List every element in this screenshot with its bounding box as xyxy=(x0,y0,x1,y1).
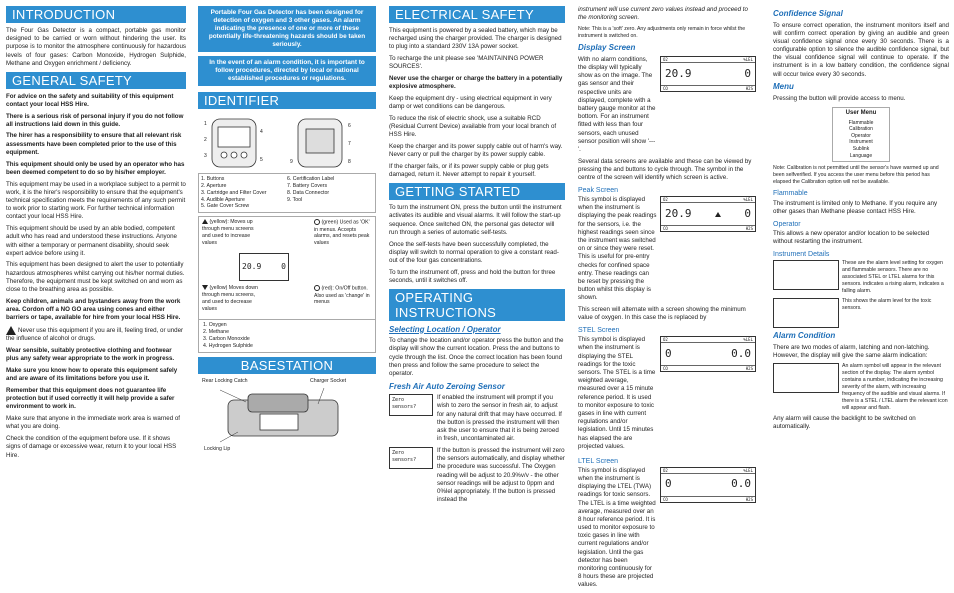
legend-left xyxy=(201,176,287,210)
zero-row-1 xyxy=(389,394,565,447)
column-1 xyxy=(6,6,186,463)
ltel-lcd: O2 %LEL 0 0.0 CO H2S xyxy=(660,467,756,503)
lcd-lel: 0 xyxy=(744,206,751,220)
menu-note: Note: Calibration is not permitted until the sensor's have warmed up and been selfverified. If you access the user menu before this period has elapsed the Calibration option will not be available. xyxy=(773,165,939,185)
menu-item-operator[interactable]: Operator xyxy=(851,132,871,139)
display-row xyxy=(578,56,756,158)
basestation-diagram xyxy=(198,378,376,452)
inst-text-1: These are the alarm level setting for oxygen and flammable sensors. There are no associated STEL or LTEL alarms for this sensors. indicates a rising alarm, indicates a falling alarm. xyxy=(842,260,944,294)
elec-p1: This equipment is powered by a sealed battery, which may be recharged using the charger provided. The charger is designed to plug into a standard 230V 13A power socket. xyxy=(389,27,562,51)
menu-item-calibration[interactable]: Calibration xyxy=(849,126,873,133)
safety-p2: There is a serious risk of personal injury if you do not follow all instructions laid down in this guide. xyxy=(6,112,184,128)
safety-p9-text: Never use this equipment if you are ill, feeling tired, or under the influence of alcohol or drugs. xyxy=(6,327,184,343)
lcd-o2-value: 20.9 xyxy=(242,262,262,272)
inst-row-2 xyxy=(773,298,949,328)
lcd-h2s: 0.0 xyxy=(731,477,751,491)
peak-screen-heading: Peak Screen xyxy=(578,186,619,194)
safety-p6: This equipment should be used by an able bodied, competent adult who has read and understood these instructions. Anyone with either a temporary or permanent disability, should seek expert advice before using it. xyxy=(6,225,177,257)
alarm-text-2: An alarm symbol will appear in the relevant section of the display. The alarm symbol contains a number, indicating the increasing severity of the alarm, with increasing frequency of the audible and visual alarms. If there is a STEL / LTEL alarm the relevant icon will appear and flash. xyxy=(842,363,948,411)
svg-text:1: 1 xyxy=(204,121,207,127)
svg-text:3: 3 xyxy=(204,153,207,159)
legend-right xyxy=(287,176,373,210)
zero-text-1: If enabled the instrument will prompt if you wish to zero the sensor in fresh air, to adjust for any natural drift that may have occurred. If the button is pressed the instrument will then ask the user to ensure that it is being zeroed in fresh, uncontaminated air. xyxy=(437,394,562,443)
svg-text:5: 5 xyxy=(260,157,263,163)
stel-lcd: O2 %LEL 0 0.0 CO H2S xyxy=(660,336,756,372)
menu-item-flammable[interactable]: Flammable xyxy=(848,119,874,126)
lcd-co: 0 xyxy=(665,347,672,361)
stel-text: This symbol is displayed when the instrument is displaying the STEL readings for the toxic sensors. The STEL is a time weighted average, measured over a 15 minute reference period. It is used to monitor exposure to toxic gases in line with current regulations and/or legislation. Until 15 minutes has elapsed the are projected values. xyxy=(578,336,656,450)
rear-catch-label: Rear Locking Catch xyxy=(202,377,248,384)
safety-p9 xyxy=(6,326,186,344)
safety-p12: Remember that this equipment does not guarantee life protection but if used correctly it will help provide a safer environment to work in. xyxy=(6,387,175,411)
zero-text-2: If the button is pressed the instrument will zero the sensors automatically, and display whether the procedure was successful. The Oxygen reading will be adjust to 20.9%v/v - the other sensor readings will be adjust to 0ppm and 0%lel appropriately. If the button is pressed instead the xyxy=(437,446,565,504)
identifier-lcd xyxy=(239,253,289,281)
operator-text: This allows a new operator and/or location to be selected without restarting the instrument. xyxy=(773,229,930,246)
menu-text: Pressing the button will provide access to menu. xyxy=(773,95,906,102)
selecting-location-heading: Selecting Location / Operator xyxy=(389,324,501,334)
alarm-row xyxy=(773,363,949,415)
column-4 xyxy=(578,6,756,593)
svg-text:8: 8 xyxy=(348,159,351,165)
lcd-lel: 0 xyxy=(744,66,751,80)
elec-p5: To reduce the risk of electric shock, use a suitable RCD (Residual Current Device) available from your local branch of HSS Hire. xyxy=(389,115,557,139)
user-menu-title: User Menu xyxy=(845,109,877,116)
button-down-text: (yellow) Moves down through menu screens, and used to decrease values xyxy=(202,285,258,312)
flammable-text: The instrument is limited only to Methane. If you require any other gases than Methane please contact HSS Hire. xyxy=(773,199,938,215)
inst-lcd-1 xyxy=(773,260,839,290)
auto-zero-heading: Fresh Air Auto Zeroing Sensor xyxy=(389,381,505,391)
general-safety-heading: GENERAL SAFETY xyxy=(6,72,186,89)
safety-p8: Keep children, animals and bystanders away from the work area. Cordon off a NO GO area using cones and either barriers or tape, available for hire from your local HSS Hire. xyxy=(6,297,181,322)
legend-item: 7. Battery Covers xyxy=(287,182,328,189)
confidence-text: To ensure correct operation, the instrument monitors itself and will confirm correct operation by giving an audible and green visual confidence signal once every 30 seconds. There is a configurable option to silence the audible confidence signal, but the visual confidence signal will continue to operate. If the instrument is in a low battery condition, the confidence signal will occur twice every 30 seconds. xyxy=(773,21,949,78)
electrical-safety-heading: ELECTRICAL SAFETY xyxy=(389,6,565,23)
elec-p3: Never use the charger or charge the battery in a potentially explosive atmosphere. xyxy=(389,75,563,91)
getting-started-heading: GETTING STARTED xyxy=(389,183,565,200)
legend-item: 6. Certification Label xyxy=(287,176,335,182)
ok-button-icon xyxy=(314,219,320,225)
lcd-co: 0 xyxy=(665,477,672,491)
button-ok-text: (green) Used as 'OK' in menus. Accepts alarms, and resets peak values xyxy=(314,219,370,247)
svg-text:6: 6 xyxy=(348,123,351,129)
ltel-text: This symbol is displayed when the instrument is displaying the LTEL (TWA) readings for toxic sensors. The LTEL is a time weighted average, measured over an 8 hour reference period. It is used to monitor exposure to toxic gases in line with current regulations and/or legislation. Until the gas detector has been monitoring continuously for 8 hours these are projected values. xyxy=(578,466,656,589)
c4-note: Note: This is a 'soft' zero. Any adjustments only remain in force whilst the instrument is switched on. xyxy=(578,25,746,39)
legend-item: 3. Cartridge and Filter Cover xyxy=(201,189,267,196)
menu-item-language[interactable]: Language xyxy=(849,152,873,159)
peak-row xyxy=(578,196,756,306)
column-3 xyxy=(389,6,565,508)
peak-text-2: This screen will alternate with a screen showing the minimum value of oxygen. In this case the is replaced by xyxy=(578,306,746,322)
svg-text:9: 9 xyxy=(290,159,293,165)
safety-p13: Make sure that anyone in the immediate work area is warned of what you are doing. xyxy=(6,415,181,431)
button-up-desc xyxy=(202,219,260,246)
display-text-2: Several data screens are available and these can be viewed by pressing the and buttons to cycle through. The symbol in the centre of the screen will identify which screen is active. xyxy=(578,157,752,182)
selecting-location-text: To change the location and/or operator press the button and the display will show the current location. Press the and buttons to cycle through the list. Once the correct location has been found then press and follow the same procedure to select the operator. xyxy=(389,337,564,377)
alarm-condition-heading: Alarm Condition xyxy=(773,330,836,340)
inst-lcd-2 xyxy=(773,298,839,328)
safety-p14: Check the condition of the equipment before use. If it shows signs of damage or excessive wear, return it to your local HSS Hire. xyxy=(6,435,177,459)
basestation-heading: BASESTATION xyxy=(198,357,376,374)
display-lcd: O2 %LEL 20.9 0 CO H2S xyxy=(660,56,756,92)
zero-prompt-lcd-1 xyxy=(389,394,433,416)
button-power-desc xyxy=(314,285,372,306)
down-arrow-icon xyxy=(202,285,208,290)
inst-row-1 xyxy=(773,260,949,298)
up-arrow-icon xyxy=(202,219,208,224)
menu-item-sublink[interactable]: Sublink xyxy=(852,146,870,153)
alarm-text: There are two modes of alarm, latching and non-latching. However, the display will give the same alarm indication: xyxy=(773,343,930,359)
operator-heading: Operator xyxy=(773,220,801,228)
button-ok-desc xyxy=(314,219,372,247)
stel-screen-heading: STEL Screen xyxy=(578,327,620,335)
elec-p2: To recharge the unit please see 'MAINTAINING POWER SOURCES'. xyxy=(389,55,544,71)
legend-item: 1. Buttons xyxy=(201,176,225,182)
alarm-note-box: In the event of an alarm condition, it is important to follow procedures, directed by local or national established procedures or regulations. xyxy=(198,56,376,86)
gas-item: 1. Oxygen xyxy=(203,322,227,329)
legend-item: 9. Tool xyxy=(287,196,303,203)
safety-p4: This equipment should only be used by an operator who has been deemed competent to do so by his/her employer. xyxy=(6,160,185,176)
basestation-image xyxy=(198,386,376,448)
safety-p3: The hirer has a responsibility to ensure that all relevant risk assessments have been completed prior to the use of this equipment. xyxy=(6,132,182,156)
inst-text-2: This shows the alarm level for the toxic sensors. xyxy=(842,297,932,311)
zero-prompt-text: Zero sensors? xyxy=(392,397,417,410)
legend-item: 2. Aperture xyxy=(201,182,227,189)
user-menu-box xyxy=(832,107,890,162)
safety-p7: This equipment has been designed to alert the user to potentially hazardous atmospheres whilst carrying out his/her normal duties. Therefore, the equipment must be kept switched on and worn as close to the breathing area as possible. xyxy=(6,261,185,294)
warning-icon xyxy=(6,326,16,335)
column-2 xyxy=(198,6,376,452)
detector-note-box: Portable Four Gas Detector has been designed for detection of oxygen and 3 other gases. An alarm indicating the presence of one or more of these potentially life-threatening hazards should be taken seriously. xyxy=(198,6,376,52)
gas-item: 4. Hydrogen Sulphide xyxy=(203,342,253,349)
column-5 xyxy=(773,6,949,435)
peak-icon xyxy=(715,212,721,217)
legend-item: 8. Data Connector xyxy=(287,189,330,196)
intro-text: The Four Gas Detector is a compact, portable gas monitor designed to be carried or worn without hindering the user. Its purpose is to monitor the atmosphere continuously for hazardous levels of four gases: Carbon Monoxide, Hydrogen Sulphide, Methane and Oxygen enrichment / deficiency. xyxy=(6,27,186,67)
svg-text:2: 2 xyxy=(204,137,207,143)
identifier-legend xyxy=(198,173,376,213)
lcd-h2s: 0.0 xyxy=(731,347,751,361)
lcd-zero-value: 0 xyxy=(281,262,286,272)
svg-text:4: 4 xyxy=(260,129,263,135)
identifier-heading: IDENTIFIER xyxy=(198,92,376,109)
device-diagram xyxy=(198,113,376,171)
zero-prompt-text: Zero sensors? xyxy=(392,449,417,463)
ltel-row xyxy=(578,467,756,593)
gas-item: 2. Methane xyxy=(203,329,229,336)
start-p3: To turn the instrument off, press and hold the button for three seconds, until it switches off. xyxy=(389,268,556,284)
start-p1: To turn the instrument ON, press the button until the instrument activates its audible and visual alarms. It will follow the start-up sequence. Once switched ON, the personal gas detector will run through a series of automatic self-tests. xyxy=(389,204,562,236)
start-p2: Once the self-tests have been successfully completed, the display will switch to normal operation to give a constant read-out of the four gas concentrations. xyxy=(389,240,559,264)
operating-instructions-heading: OPERATING INSTRUCTIONS xyxy=(389,289,565,321)
safety-p11: Make sure you know how to operate this equipment safely and are aware of its limitations before you use it. xyxy=(6,367,178,383)
zero-row-2 xyxy=(389,447,565,508)
safety-p10: Wear sensible, suitably protective clothing and footwear plus any safety wear appropriate to the work in progress. xyxy=(6,347,175,363)
button-power-text: (red): On/Off button. Also used as 'change' in menus xyxy=(314,285,370,306)
menu-heading: Menu xyxy=(773,82,794,92)
locking-lip-label: Locking Lip xyxy=(204,445,231,452)
zero-prompt-lcd-2 xyxy=(389,447,433,469)
elec-p6: Keep the charger and its power supply cable out of harm's way. Never carry or pull the charger by its power supply cable. xyxy=(389,143,563,159)
peak-text: This symbol is displayed when the instrument is displaying the peak readings for the sensors, i.e. the highest readings seen since the instrument was switched on or since they were reset. This is useful for pre-entry checks for confined space entry. These readings can be reset by pressing the button whilst this display is shown. xyxy=(578,196,657,302)
peak-lcd: O2 %LEL 20.9 0 CO H2S xyxy=(660,196,756,232)
buttons-diagram xyxy=(198,216,376,320)
confidence-heading: Confidence Signal xyxy=(773,9,843,18)
alarm-text-3: Any alarm will cause the backlight to be switched on automatically. xyxy=(773,415,916,431)
intro-heading: INTRODUCTION xyxy=(6,6,186,23)
gas-item: 3. Carbon Monoxide xyxy=(203,336,250,343)
c4-top-text: instrument will use current zero values instead and proceed to the monitoring screen. xyxy=(578,6,748,22)
lcd-o2: 20.9 xyxy=(665,206,692,220)
ltel-screen-heading: LTEL Screen xyxy=(578,457,619,465)
legend-item: 5. Gate Cover Screw xyxy=(201,203,250,210)
lcd-o2: 20.9 xyxy=(665,66,692,80)
safety-p1: For advice on the safety and suitability of this equipment contact your local HSS Hire. xyxy=(6,92,174,108)
display-screen-heading: Display Screen xyxy=(578,43,636,53)
elec-p4: Keep the equipment dry - using electrical equipment in very damp or wet conditions can be dangerous. xyxy=(389,95,552,111)
flammable-heading: Flammable xyxy=(773,190,808,198)
elec-p7: If the charger fails, or if its power supply cable or plug gets damaged, return it. Never attempt to repair it yourself. xyxy=(389,163,549,179)
instrument-details-heading: Instrument Details xyxy=(773,250,830,258)
menu-item-instrument[interactable]: Instrument xyxy=(849,139,873,146)
gas-list xyxy=(198,320,376,352)
alarm-lcd xyxy=(773,363,839,393)
button-up-text: (yellow): Moves up through menu screens and used to increase values xyxy=(202,219,254,246)
safety-p5: This equipment may be used in a workplace subject to a permit to work, it is the hirer's responsibility to ensure that the equipment's technical specification meets the requirements of any such permit to work prior to starting work. For further technical information contact your local HSS Hire. xyxy=(6,180,186,221)
charger-socket-label: Charger Socket xyxy=(310,377,347,384)
power-button-icon xyxy=(314,285,320,291)
display-text: With no alarm conditions, the display will typically show as on the image. The gas sensor and their respective units are displayed, complete with a battery gauge monitor at the bottom. For an instrument fitted with less than four sensors, each unused sensor position will show '---'. xyxy=(578,55,656,153)
svg-text:7: 7 xyxy=(348,141,351,147)
legend-item: 4. Audible Aperture xyxy=(201,196,245,203)
stel-row xyxy=(578,336,756,454)
button-down-desc xyxy=(202,285,260,312)
